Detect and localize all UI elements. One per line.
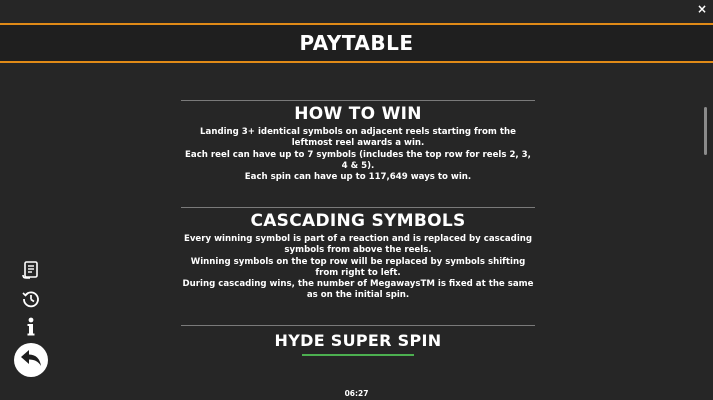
section-heading: CASCADING SYMBOLS [250, 211, 466, 231]
section-how-to-win [181, 100, 535, 207]
page-title: PAYTABLE [299, 31, 414, 55]
section-cascading-symbols [181, 207, 535, 325]
title-bar [0, 23, 713, 63]
history-icon[interactable] [20, 288, 42, 310]
close-icon[interactable]: × [696, 2, 708, 16]
section-heading: HOW TO WIN [294, 104, 422, 124]
section-underline [302, 354, 414, 356]
section-paragraph: Each reel can have up to 7 symbols (includes the top row for reels 2, 3, 4 & 5). [185, 149, 531, 171]
section-paragraph: Each spin can have up to 117,649 ways to win. [244, 172, 472, 183]
scrollbar-thumb[interactable] [704, 107, 707, 155]
section-paragraph: Winning symbols on the top row will be replaced by symbols shifting from right to left. [190, 256, 526, 278]
back-button[interactable] [14, 343, 48, 377]
paytable-content[interactable] [181, 100, 535, 360]
section-hyde-super-spin [181, 325, 535, 356]
section-paragraph: During cascading wins, the number of MegawaysTM is fixed at the same as on the initial spin. [182, 279, 534, 301]
section-heading: HYDE SUPER SPIN [274, 331, 442, 350]
section-paragraph: Every winning symbol is part of a reaction and is replaced by cascading symbols from above the reels. [183, 234, 533, 256]
clock-time: 06:27 [344, 389, 369, 398]
section-paragraph: Landing 3+ identical symbols on adjacent reels starting from the leftmost reel awards a win. [200, 127, 516, 149]
info-icon[interactable] [20, 316, 42, 338]
paytable-scroll-icon[interactable] [20, 259, 42, 281]
back-arrow-icon [19, 347, 43, 373]
